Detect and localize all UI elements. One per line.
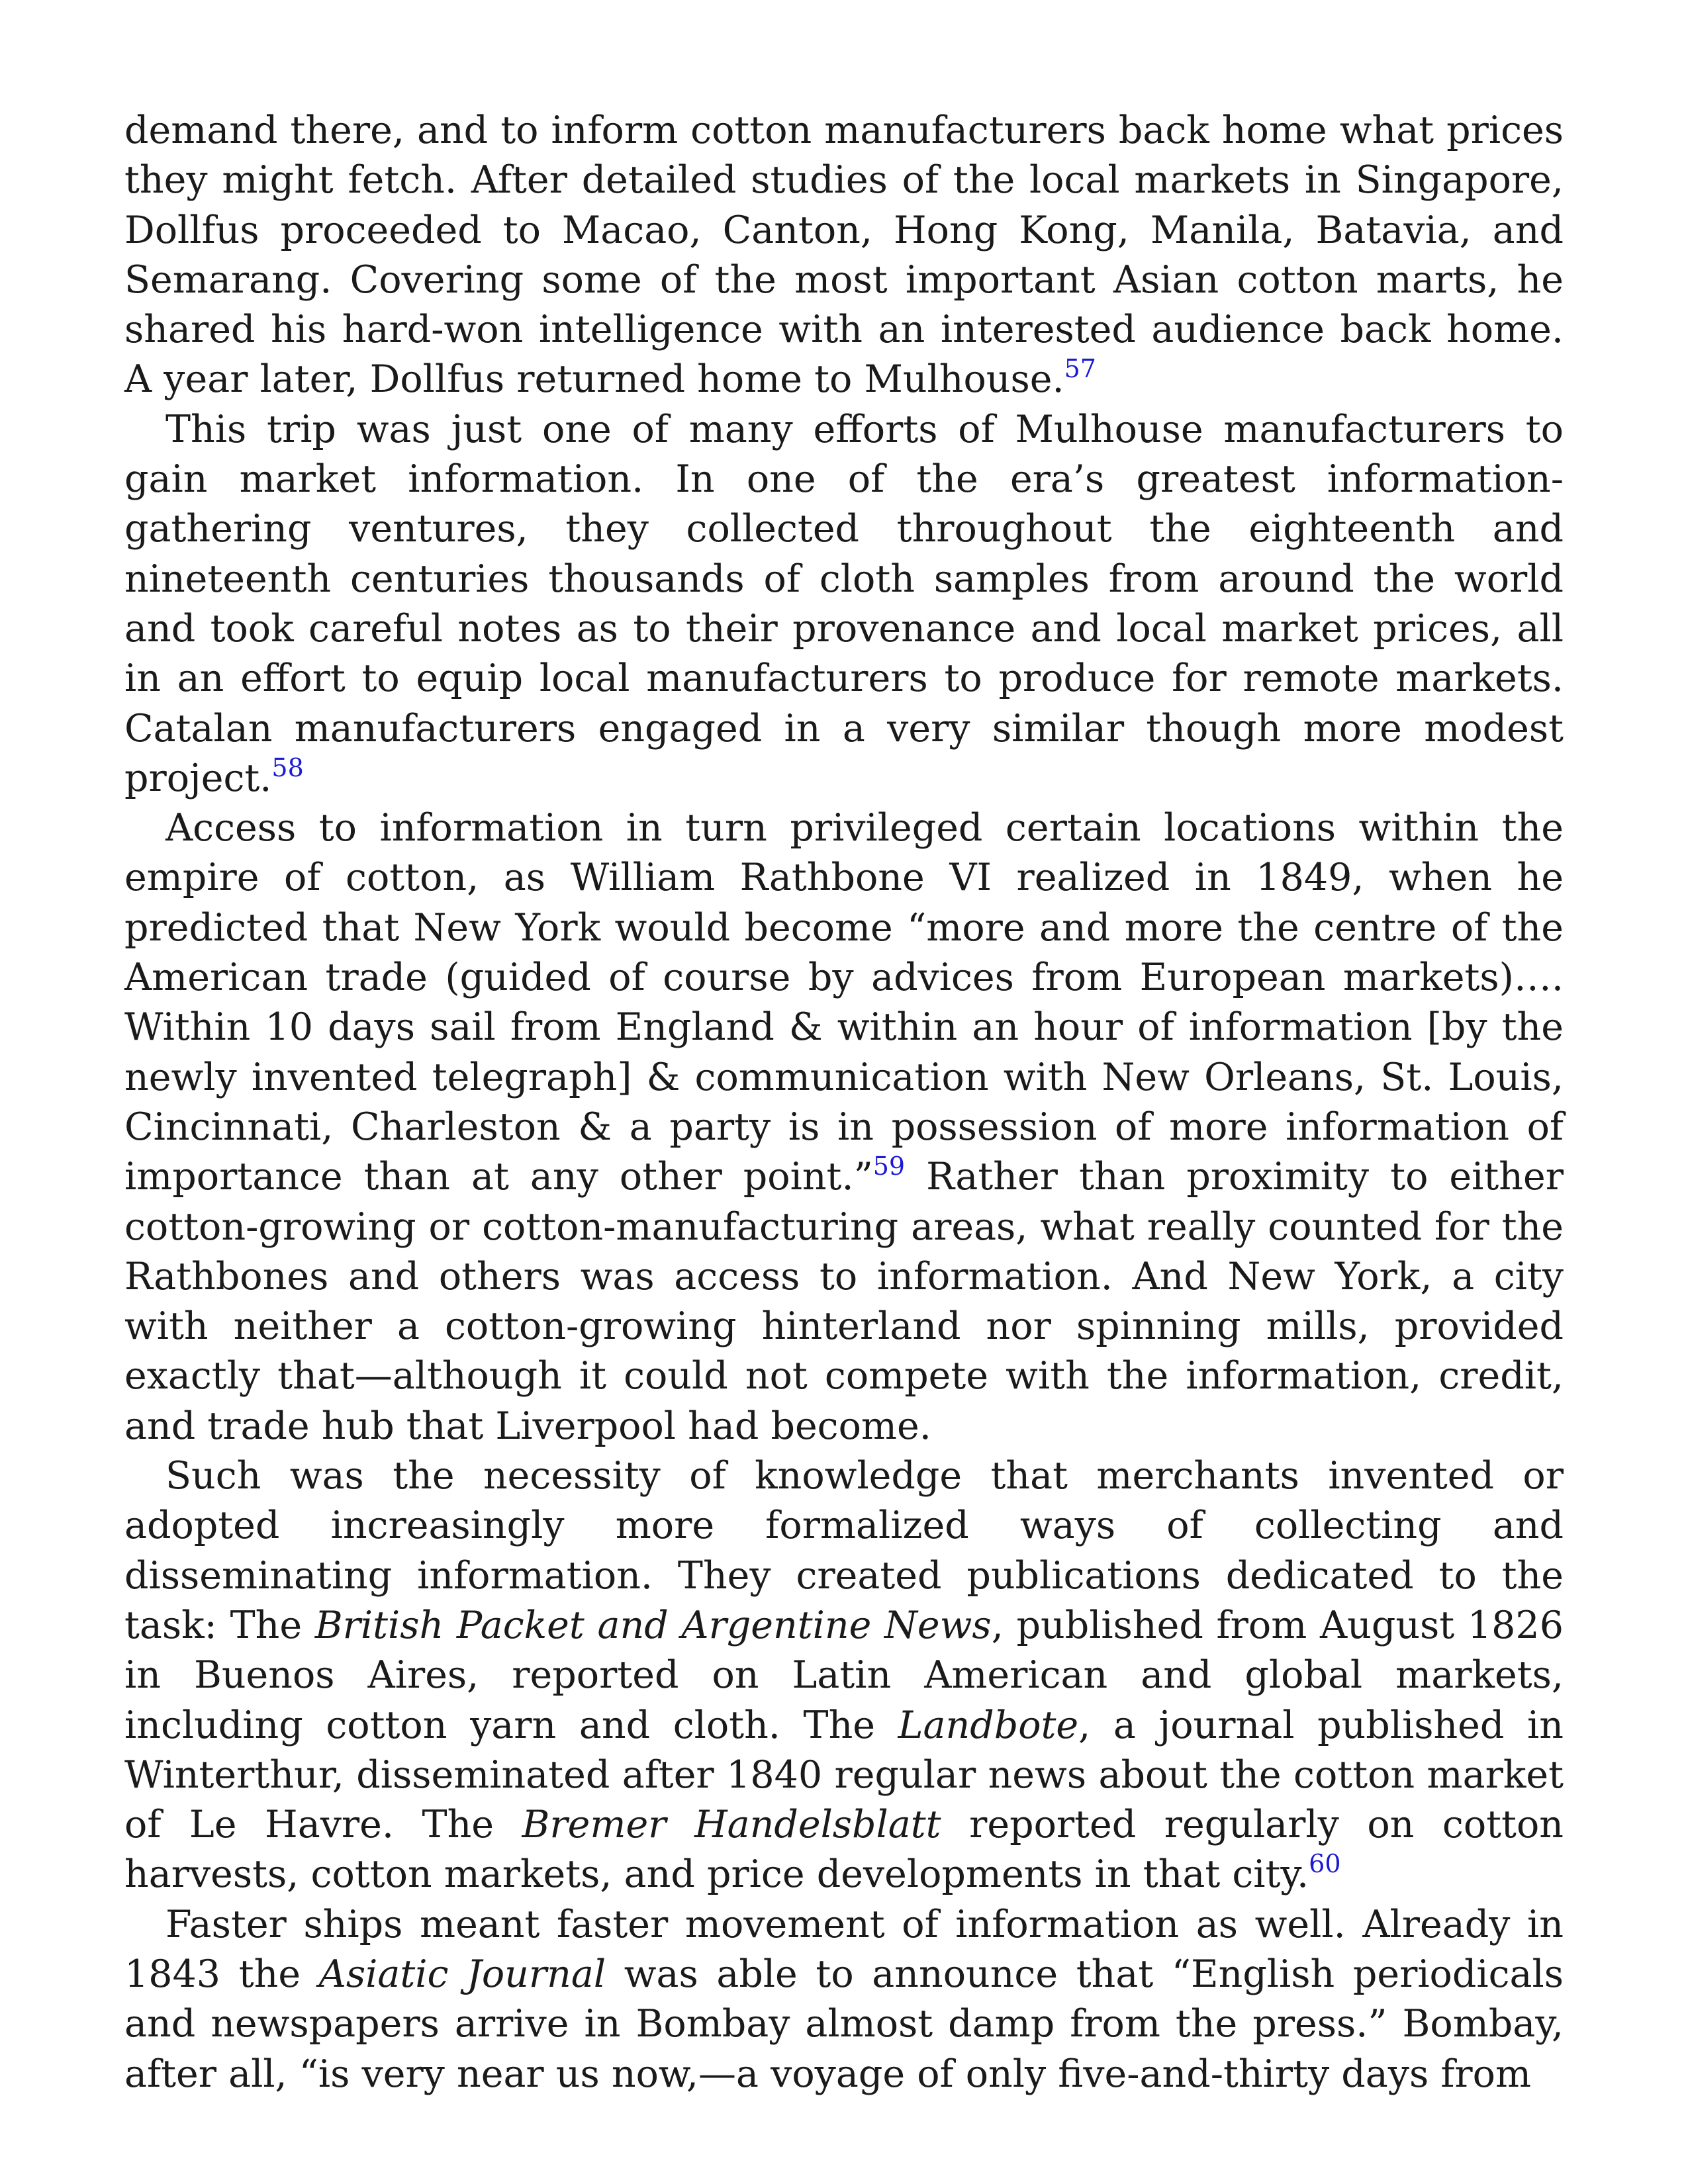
- footnote-marker-60[interactable]: 60: [1309, 1849, 1341, 1879]
- footnote-marker-59[interactable]: 59: [872, 1152, 906, 1181]
- paragraph-text: was able to announce that “English periodicals and newspapers arrive in Bombay almost damp from the press.” Bombay, after all, “is very near us now,—a voyage of only five-and-thirty days from: [124, 1952, 1564, 2096]
- paragraph-text: Access to information in turn privileged certain locations within the empire of cotton, as William Rathbone VI realized in 1849, when he predicted that New York would become “more and more the centre of the American trade (guided of course by advices from European markets)…. Within 10 days sail from England & within an hour of information [by the newly invented telegraph] & communication with New Orleans, St. Louis, Cincinnati, Charleston & a party is in possession of more information of importance than at any other point.”: [124, 806, 1564, 1199]
- footnote-marker-58[interactable]: 58: [271, 752, 304, 782]
- paragraph-text: , a journal published in Winterthur, disseminated after 1840 regular news about the cotton market of Le Havre. The: [124, 1703, 1564, 1847]
- book-page-body: [124, 106, 1564, 2099]
- publication-title-bremer-handelsblatt: Bremer Handelsblatt: [522, 1803, 941, 1847]
- publication-title-asiatic-journal: Asiatic Journal: [318, 1952, 606, 1996]
- paragraph-text: Rather than proximity to either cotton-growing or cotton-manufacturing areas, what really counted for the Rathbones and others was access to information. And New York, a city with neither a cotton-growing hinterland nor spinning mills, provided exactly that—although it could not compete with the information, credit, and trade hub that Liverpool had become.: [124, 1155, 1564, 1448]
- paragraph-publications: [124, 1451, 1564, 1900]
- paragraph-text: Such was the necessity of knowledge that merchants invented or adopted increasingly more formalized ways of collecting and disseminating information. They created publications dedicated to the task: The: [124, 1454, 1564, 1647]
- paragraph-mulhouse-samples: [124, 405, 1564, 803]
- paragraph-text: This trip was just one of many efforts of Mulhouse manufacturers to gain market information. In one of the era’s greatest information-gathering ventures, they collected throughout the eighteenth and nineteenth centuries thousands of cloth samples from around the world and took careful notes as to their provenance and local market prices, all in an effort to equip local manufacturers to produce for remote markets. Catalan manufacturers engaged in a very similar though more modest project.: [124, 407, 1564, 800]
- paragraph-access-information: [124, 803, 1564, 1451]
- paragraph-faster-ships: [124, 1900, 1564, 2099]
- footnote-marker-57[interactable]: 57: [1064, 354, 1096, 384]
- paragraph-text: reported regularly on cotton harvests, cotton markets, and price developments in that city.: [124, 1803, 1564, 1897]
- publication-title-british-packet: British Packet and Argentine News: [314, 1603, 992, 1647]
- paragraph-text: demand there, and to inform cotton manufacturers back home what prices they might fetch. After detailed studies of the local markets in Singapore, Dollfus proceeded to Macao, Canton, Hong Kong, Manila, Batavia, and Semarang. Covering some of the most important Asian cotton marts, he shared his hard-won intelligence with an interested audience back home. A year later, Dollfus returned home to Mulhouse.: [124, 109, 1564, 402]
- publication-title-landbote: Landbote: [898, 1703, 1079, 1747]
- paragraph-text: , published from August 1826 in Buenos Aires, reported on Latin American and global markets, including cotton yarn and cloth. The: [124, 1603, 1564, 1747]
- paragraph-dollfus-trip: [124, 106, 1564, 405]
- paragraph-text: Faster ships meant faster movement of information as well. Already in 1843 the: [124, 1902, 1564, 1996]
